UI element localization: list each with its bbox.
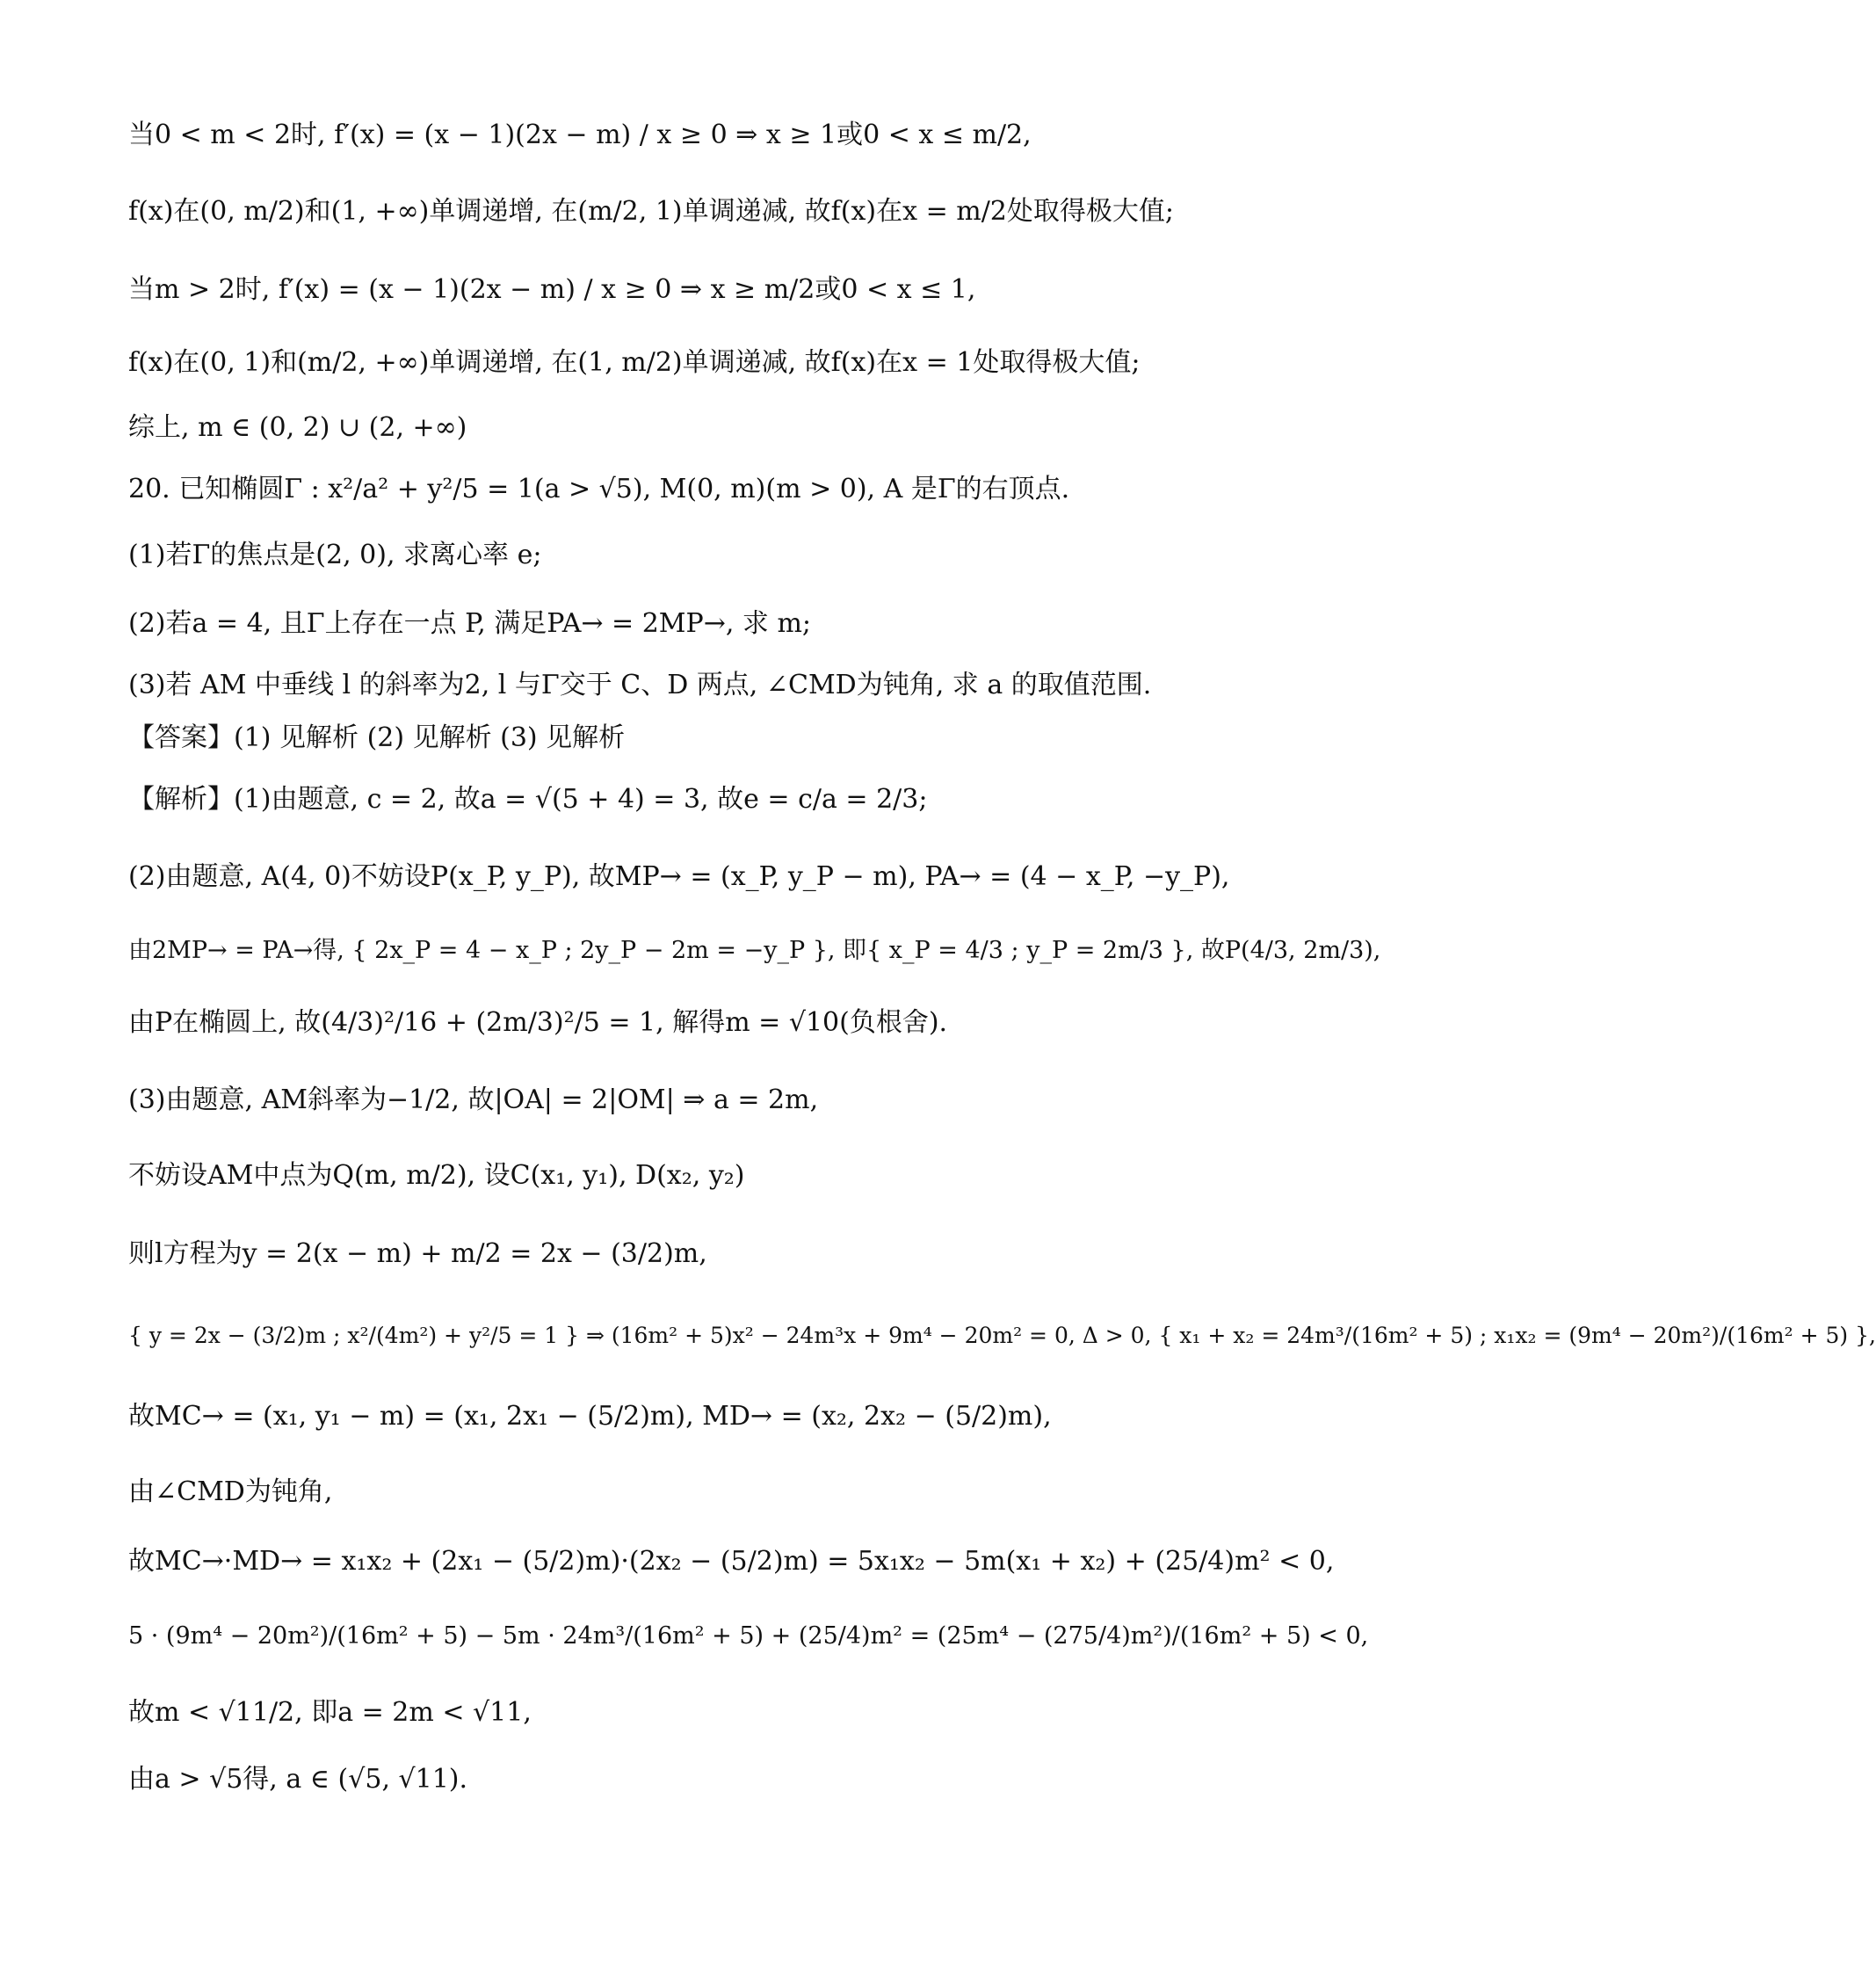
solution-line: 由∠CMD为钝角,: [128, 1476, 333, 1507]
text-line: 当m > 2时, f′(x) = (x − 1)(2x − m) / x ≥ 0 ⇒ x ≥ m/2或0 < x ≤ 1,: [128, 274, 976, 305]
solution-line: 由P在椭圆上, 故(4/3)²/16 + (2m/3)²/5 = 1, 解得m = √10(负根舍).: [128, 1007, 948, 1038]
problem-part-2: (2)若a = 4, 且Γ上存在一点 P, 满足PA→ = 2MP→, 求 m;: [128, 608, 812, 639]
text-line: f(x)在(0, m/2)和(1, +∞)单调递增, 在(m/2, 1)单调递减, 故f(x)在x = m/2处取得极大值;: [128, 196, 1174, 227]
problem-part-3: (3)若 AM 中垂线 l 的斜率为2, l 与Γ交于 C、D 两点, ∠CMD为钝角, 求 a 的取值范围.: [128, 670, 1152, 700]
solution-line: 【解析】(1)由题意, c = 2, 故a = √(5 + 4) = 3, 故e = c/a = 2/3;: [128, 784, 928, 815]
text-line: 当0 < m < 2时, f′(x) = (x − 1)(2x − m) / x ≥ 0 ⇒ x ≥ 1或0 < x ≤ m/2,: [128, 120, 1032, 150]
solution-line: 则l方程为y = 2(x − m) + m/2 = 2x − (3/2)m,: [128, 1238, 707, 1269]
solution-line: 5 · (9m⁴ − 20m²)/(16m² + 5) − 5m · 24m³/(16m² + 5) + (25/4)m² = (25m⁴ − (275/4)m²)/(16m² + 5) < 0,: [128, 1622, 1369, 1650]
problem-statement: 20. 已知椭圆Γ : x²/a² + y²/5 = 1(a > √5), M(0, m)(m > 0), A 是Γ的右顶点.: [128, 474, 1070, 504]
solution-line: (3)由题意, AM斜率为−1/2, 故|OA| = 2|OM| ⇒ a = 2m,: [128, 1084, 819, 1115]
text-line: 综上, m ∈ (0, 2) ∪ (2, +∞): [128, 412, 467, 443]
solution-line: 由a > √5得, a ∈ (√5, √11).: [128, 1764, 468, 1795]
text-line: f(x)在(0, 1)和(m/2, +∞)单调递增, 在(1, m/2)单调递减, 故f(x)在x = 1处取得极大值;: [128, 347, 1141, 378]
solution-line: 由2MP→ = PA→得, { 2x_P = 4 − x_P ; 2y_P − 2m = −y_P }, 即{ x_P = 4/3 ; y_P = 2m/3 }, 故P(4/3, 2m/3),: [128, 937, 1381, 964]
solution-line: 故MC→·MD→ = x₁x₂ + (2x₁ − (5/2)m)·(2x₂ − (5/2)m) = 5x₁x₂ − 5m(x₁ + x₂) + (25/4)m² < 0,: [128, 1546, 1335, 1577]
answer-line: 【答案】(1) 见解析 (2) 见解析 (3) 见解析: [128, 722, 626, 753]
solution-line: (2)由题意, A(4, 0)不妨设P(x_P, y_P), 故MP→ = (x_P, y_P − m), PA→ = (4 − x_P, −y_P),: [128, 861, 1230, 892]
problem-part-1: (1)若Γ的焦点是(2, 0), 求离心率 e;: [128, 540, 542, 570]
solution-line: 故MC→ = (x₁, y₁ − m) = (x₁, 2x₁ − (5/2)m), MD→ = (x₂, 2x₂ − (5/2)m),: [128, 1401, 1052, 1432]
solution-line: 故m < √11/2, 即a = 2m < √11,: [128, 1697, 532, 1728]
solution-line: { y = 2x − (3/2)m ; x²/(4m²) + y²/5 = 1 } ⇒ (16m² + 5)x² − 24m³x + 9m⁴ − 20m² = 0, Δ > 0, { x₁ + x₂ = 24m³/(16m² + 5) ; x₁x₂ = (9m⁴ − 20m²)/(16m² + 5) },: [128, 1323, 1876, 1348]
solution-line: 不妨设AM中点为Q(m, m/2), 设C(x₁, y₁), D(x₂, y₂): [128, 1160, 745, 1191]
